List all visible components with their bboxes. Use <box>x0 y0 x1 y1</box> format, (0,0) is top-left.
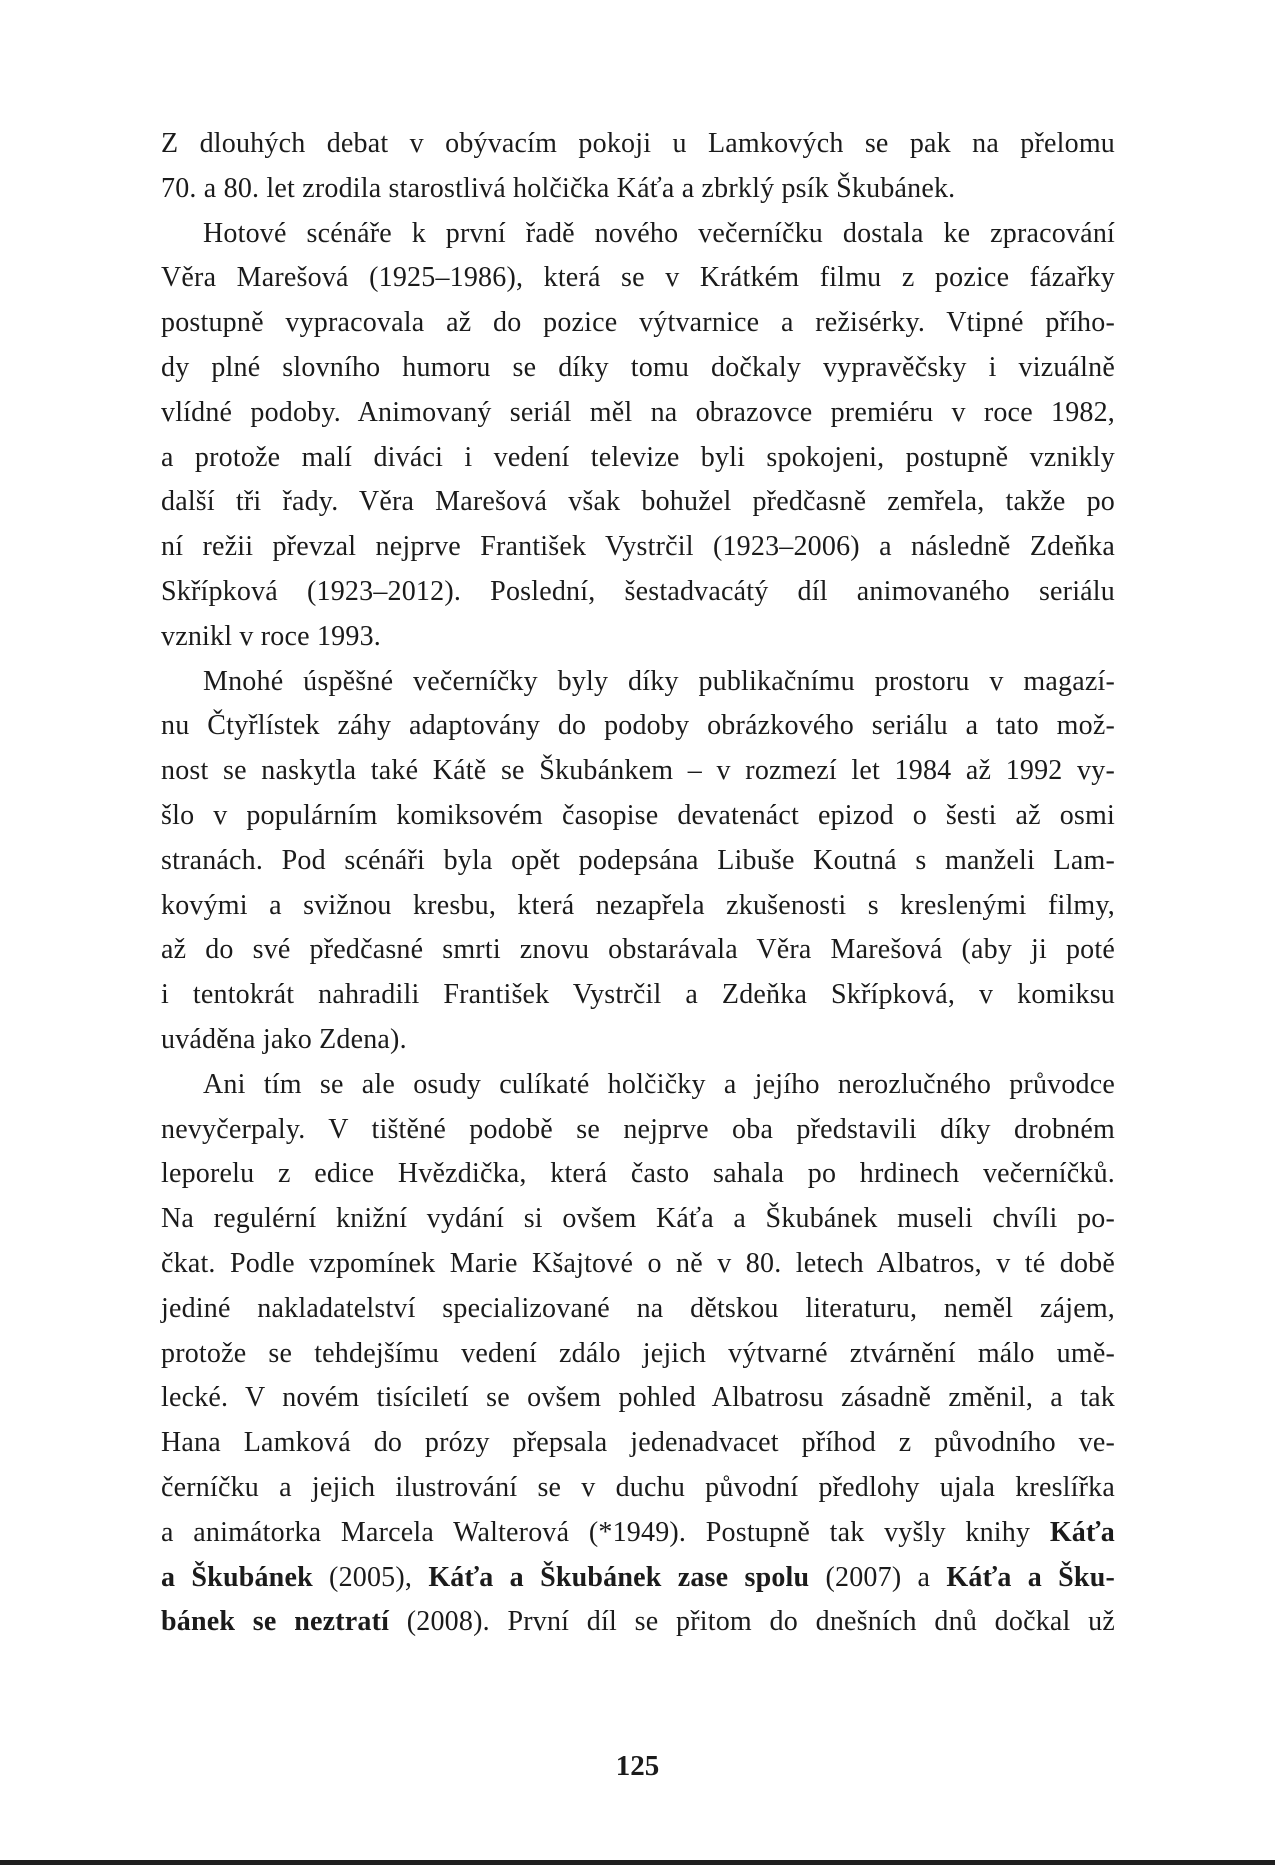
text-line <box>161 1287 1115 1332</box>
body-text: Mnohé úspěšné večerníčky byly díky publikačnímu prostoru v magazí- <box>203 665 1115 697</box>
text-line <box>161 1242 1115 1287</box>
text-line <box>161 1466 1115 1511</box>
text-line <box>161 391 1115 436</box>
body-text: a animátorka Marcela Walterová (*1949). Postupně tak vyšly knihy <box>161 1516 1050 1548</box>
body-text: šlo v populárním komiksovém časopise devatenáct epizod o šesti až osmi <box>161 799 1115 831</box>
body-text: nost se naskytla také Kátě se Škubánkem – v rozmezí let 1984 až 1992 vy- <box>161 755 1115 787</box>
text-line <box>161 436 1115 481</box>
body-text: čkat. Podle vzpomínek Marie Kšajtové o ně v 80. letech Albatros, v té době <box>161 1247 1115 1279</box>
body-text: i tentokrát nahradili František Vystrčil a Zdeňka Skřípková, v komiksu <box>161 979 1115 1011</box>
body-text: vlídné podoby. Animovaný seriál měl na obrazovce premiéru v roce 1982, <box>161 396 1115 428</box>
body-text: (2008). První díl se přitom do dnešních dnů dočkal už <box>389 1606 1116 1638</box>
paragraph <box>161 122 1115 212</box>
text-line <box>161 480 1115 525</box>
body-text: lecké. V novém tisíciletí se ovšem pohled Albatrosu zásadně změnil, a tak <box>161 1382 1115 1414</box>
page-number: 125 <box>615 1750 660 1782</box>
body-text: Věra Marešová (1925–1986), která se v Krátkém filmu z pozice fázařky <box>161 262 1115 294</box>
body-text: Hotové scénáře k první řadě nového večerníčku dostala ke zpracování <box>203 217 1115 249</box>
text-line <box>161 1600 1115 1645</box>
body-text: Hana Lamková do prózy přepsala jedenadvacet příhod z původního ve- <box>161 1427 1115 1459</box>
text-line <box>161 660 1115 705</box>
text-line <box>161 256 1115 301</box>
body-text: (2007) a <box>809 1561 947 1593</box>
paragraph <box>161 1063 1115 1645</box>
body-text: dy plné slovního humoru se díky tomu dočkaly vypravěčsky i vizuálně <box>161 351 1115 383</box>
body-text: Na regulérní knižní vydání si ovšem Káťa a Škubánek museli chvíli po- <box>161 1203 1115 1235</box>
text-line <box>161 1108 1115 1153</box>
text-line <box>161 839 1115 884</box>
body-text: Skřípková (1923–2012). Poslední, šestadvacátý díl animovaného seriálu <box>161 575 1115 607</box>
body-text: další tři řady. Věra Marešová však bohužel předčasně zemřela, takže po <box>161 486 1115 518</box>
body-text: ní režii převzal nejprve František Vystrčil (1923–2006) a následně Zdeňka <box>161 531 1115 563</box>
body-text: Ani tím se ale osudy culíkaté holčičky a jejího nerozlučného průvodce <box>203 1068 1115 1100</box>
text-line <box>161 884 1115 929</box>
book-title-text: Káťa a Škubánek zase spolu <box>428 1561 810 1593</box>
text-line <box>161 794 1115 839</box>
text-block <box>161 122 1115 1645</box>
text-line <box>161 525 1115 570</box>
book-title-text: a Škubánek <box>161 1561 313 1593</box>
text-line <box>161 1197 1115 1242</box>
body-text: kovými a svižnou kresbu, která nezapřela zkušenosti s kreslenými filmy, <box>161 889 1115 921</box>
paragraph <box>161 660 1115 1063</box>
body-text: až do své předčasné smrti znovu obstarávala Věra Marešová (aby ji poté <box>161 934 1115 966</box>
body-text: nevyčerpaly. V tištěné podobě se nejprve oba představili díky drobném <box>161 1113 1115 1145</box>
text-line <box>161 570 1115 615</box>
book-title-text: Káťa <box>1049 1516 1115 1548</box>
text-line <box>161 212 1115 257</box>
text-line <box>161 615 1115 660</box>
body-text: leporelu z edice Hvězdička, která často sahala po hrdinech večerníčků. <box>161 1158 1115 1190</box>
text-line <box>161 1511 1115 1556</box>
text-line <box>161 1376 1115 1421</box>
body-text: a protože malí diváci i vedení televize byli spokojeni, postupně vznikly <box>161 441 1115 473</box>
text-line <box>161 704 1115 749</box>
text-line <box>161 346 1115 391</box>
body-text: uváděna jako Zdena). <box>161 1023 407 1055</box>
book-title-text: bánek se neztratí <box>161 1606 390 1638</box>
text-line <box>161 1332 1115 1377</box>
body-text: postupně vypracovala až do pozice výtvarnice a režisérky. Vtipné přího- <box>161 307 1115 339</box>
body-text: 70. a 80. let zrodila starostlivá holčička Káťa a zbrklý psík Škubánek. <box>161 172 956 204</box>
text-line <box>161 1152 1115 1197</box>
body-text: jediné nakladatelství specializované na dětskou literaturu, neměl zájem, <box>161 1292 1115 1324</box>
text-line <box>161 749 1115 794</box>
text-line <box>161 1018 1115 1063</box>
text-line <box>161 1556 1115 1601</box>
text-line <box>161 1063 1115 1108</box>
body-text: nu Čtyřlístek záhy adaptovány do podoby obrázkového seriálu a tato mož- <box>161 710 1115 742</box>
body-text: vznikl v roce 1993. <box>161 620 381 652</box>
text-line <box>161 1421 1115 1466</box>
text-line <box>161 973 1115 1018</box>
body-text: stranách. Pod scénáři byla opět podepsána Libuše Koutná s manželi Lam- <box>161 844 1115 876</box>
text-line <box>161 301 1115 346</box>
body-text: Z dlouhých debat v obývacím pokoji u Lamkových se pak na přelomu <box>161 128 1115 159</box>
text-line <box>161 122 1115 167</box>
body-text: (2005), <box>312 1561 429 1593</box>
text-line <box>161 928 1115 973</box>
bottom-edge-strip <box>0 1860 1275 1865</box>
text-line <box>161 167 1115 212</box>
body-text: černíčku a jejich ilustrování se v duchu původní předlohy ujala kreslířka <box>161 1471 1115 1503</box>
body-text: protože se tehdejšímu vedení zdálo jejich výtvarné ztvárnění málo umě- <box>161 1337 1115 1369</box>
book-title-text: Káťa a Šku- <box>946 1561 1115 1593</box>
paragraph <box>161 212 1115 660</box>
